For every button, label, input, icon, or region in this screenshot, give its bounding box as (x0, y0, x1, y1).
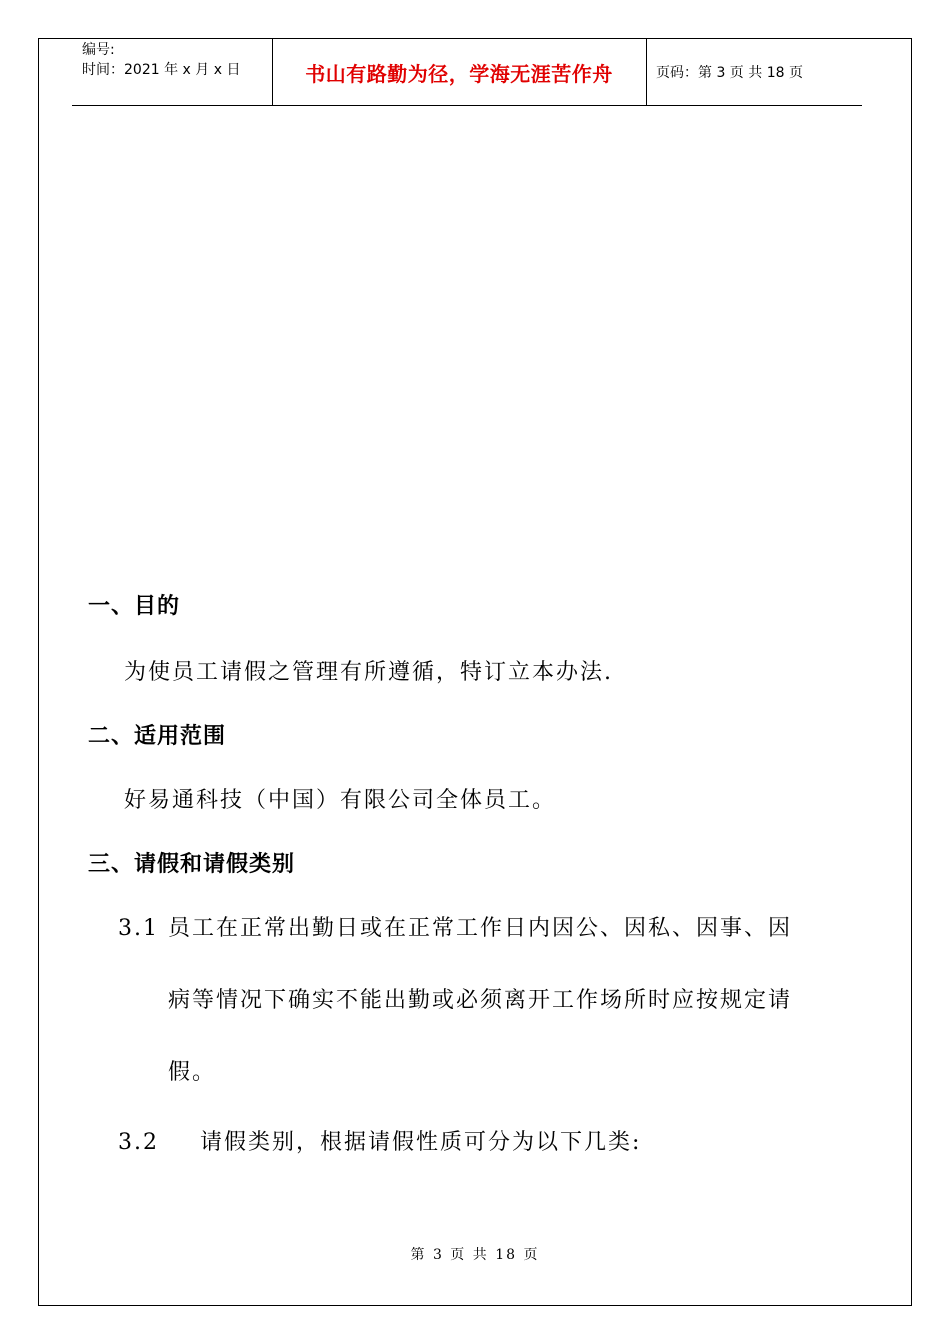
item-text: 病等情况下确实不能出勤或必须离开工作场所时应按规定请 (168, 988, 793, 1013)
header-motto: 书山有路勤为径，学海无涯苦作舟 (305, 61, 613, 86)
number-label: 编号: (82, 42, 115, 58)
item-number: 3.1 (118, 916, 159, 941)
section-body-scope: 好易通科技（中国）有限公司全体员工。 (124, 788, 557, 813)
section-body-purpose: 为使员工请假之管理有所遵循，特订立本办法. (124, 660, 613, 685)
item-text: 员工在正常出勤日或在正常工作日内因公、因私、因事、因 (168, 916, 793, 941)
section-title-purpose: 一、目的 (88, 594, 181, 619)
item-text: 假。 (168, 1060, 217, 1085)
time-label: 时间：2021 年 x 月 x 日 (82, 62, 241, 78)
header-page-code: 页码：第 3 页 共 18 页 (656, 65, 803, 81)
item-text: 请假类别，根据请假性质可分为以下几类: (200, 1130, 642, 1155)
section-title-scope: 二、适用范围 (88, 724, 227, 749)
section-title-leave-types: 三、请假和请假类别 (88, 852, 296, 877)
page-header (72, 38, 862, 106)
page-footer: 第 3 页 共 18 页 (410, 1247, 540, 1263)
item-number: 3.2 (118, 1130, 159, 1155)
header-divider (646, 38, 647, 106)
header-meta (82, 40, 240, 80)
